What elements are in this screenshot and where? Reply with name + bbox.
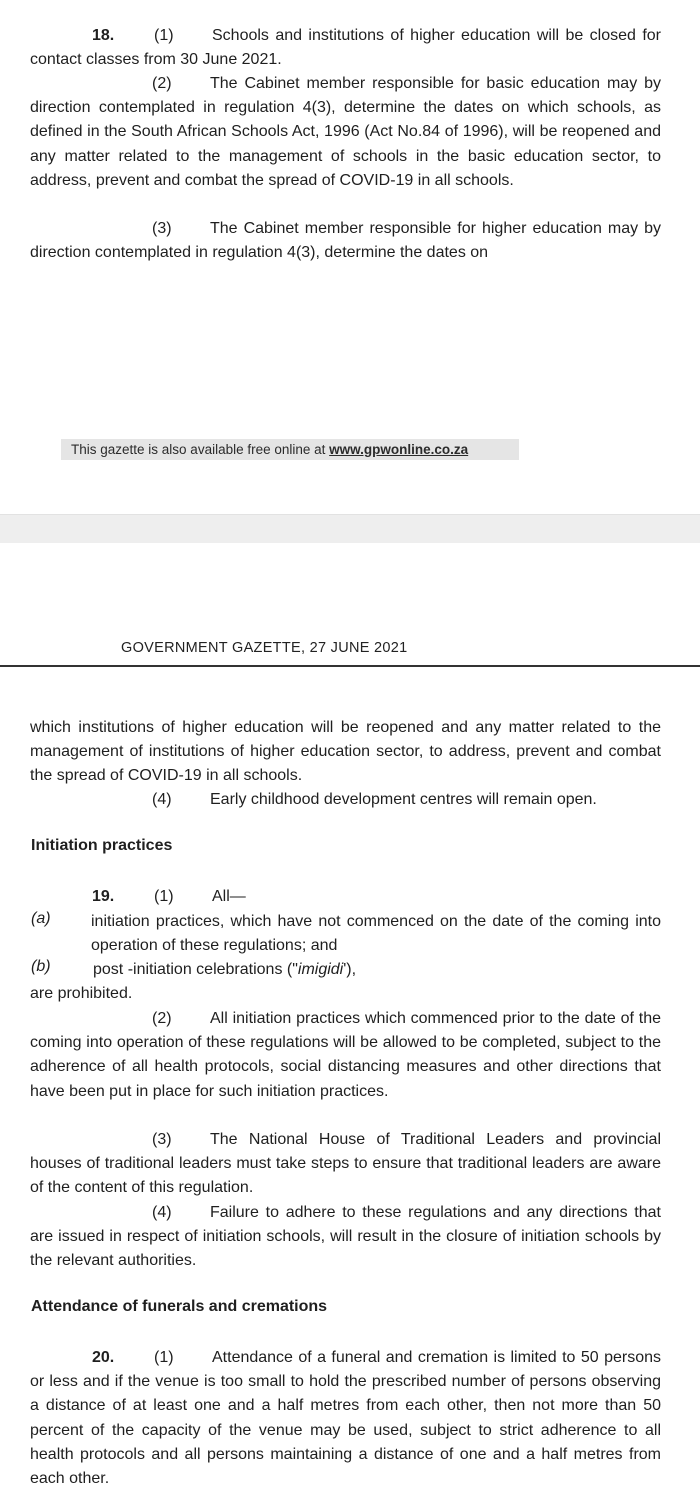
gazette-header: GOVERNMENT GAZETTE, 27 JUNE 2021 <box>121 640 408 656</box>
subregulation-number: (3) <box>152 220 172 237</box>
paragraph-text: The National House of Traditional Leaders and provincial houses of traditional leaders must take steps to ensure that traditional leaders are aware of the content of this regulation. <box>30 1131 661 1197</box>
paragraph-text: All— <box>212 888 246 905</box>
subregulation-number: (2) <box>152 75 172 92</box>
item-label-a: (a) <box>31 910 51 927</box>
item-text: '), <box>343 961 357 978</box>
item-text: initiation practices, which have not commenced on the date of the coming into operation of these regulations; and <box>91 913 661 954</box>
paragraph-text: Schools and institutions of higher education will be closed for contact classes from 30 June 2021. <box>30 27 661 69</box>
paragraph-text: Early childhood development centres will remain open. <box>210 791 597 808</box>
subregulation-number: (4) <box>152 1204 172 1221</box>
regulation-19-2 <box>30 1007 661 1104</box>
regulation-19-1-a <box>91 910 661 958</box>
regulation-18-2 <box>30 72 661 193</box>
footer-link[interactable]: www.gpwonline.co.za <box>329 442 469 457</box>
subregulation-number: (4) <box>152 791 172 808</box>
subregulation-number: (1) <box>154 27 174 44</box>
paragraph-text: which institutions of higher education will be reopened and any matter related to the management of institutions of higher education sector, to address, prevent and combat the spread of COVID-19 in all schools. <box>30 719 661 785</box>
item-label-b: (b) <box>31 958 51 975</box>
paragraph-text: Failure to adhere to these regulations and any directions that are issued in respect of initiation schools, will result in the closure of initiation schools by the relevant authorities. <box>30 1204 661 1270</box>
section-heading-funerals: Attendance of funerals and cremations <box>31 1298 328 1315</box>
regulation-19-3 <box>30 1128 661 1201</box>
page-separator <box>0 514 700 544</box>
item-text-italic: imigidi <box>297 961 344 978</box>
paragraph-text: The Cabinet member responsible for basic education may by direction contemplated in regulation 4(3), determine the dates on which schools, as defined in the South African Schools Act, 1996 (Act No.84 of 1996), will be reopened and any matter related to the management of schools in the basic education sector, to address, prevent and combat the spread of COVID-19 in all schools. <box>30 75 661 189</box>
header-rule <box>0 665 700 667</box>
subregulation-number: (2) <box>152 1010 172 1027</box>
page-2 <box>0 543 700 1488</box>
regulation-number: 19. <box>92 888 115 905</box>
regulation-19-4 <box>30 1201 661 1274</box>
regulation-18-3 <box>30 217 661 265</box>
subregulation-number: (1) <box>154 1349 174 1366</box>
subregulation-number: (1) <box>154 888 174 905</box>
paragraph-text: Attendance of a funeral and cremation is limited to 50 persons or less and if the venue is too small to hold the prescribed number of persons observing a distance of at least one and a half metres from each other, then not more than 50 percent of the capacity of the venue may be used, subject to strict adherence to all health protocols and all persons maintaining a distance of one and a half metres from each other. <box>30 1349 661 1488</box>
regulation-20-1 <box>30 1346 661 1491</box>
regulation-18-1 <box>30 24 661 72</box>
paragraph-text: The Cabinet member responsible for higher education may by direction contemplated in regulation 4(3), determine the dates on <box>30 220 661 262</box>
footer-text: This gazette is also available free online at <box>71 442 330 457</box>
gazette-footer-banner <box>61 439 519 460</box>
subregulation-number: (3) <box>152 1131 172 1148</box>
regulation-19-1-b <box>93 958 661 982</box>
regulation-18-3-continued <box>30 716 661 789</box>
regulation-19-1-closing <box>30 982 661 1006</box>
regulation-number: 20. <box>92 1349 115 1366</box>
section-heading-initiation: Initiation practices <box>31 837 173 854</box>
regulation-18-4 <box>30 788 661 812</box>
page-1 <box>0 0 700 514</box>
item-text: post -initiation celebrations (" <box>93 961 298 978</box>
regulation-19-1 <box>30 885 661 909</box>
paragraph-text: are prohibited. <box>30 985 133 1002</box>
regulation-number: 18. <box>92 27 115 44</box>
paragraph-text: All initiation practices which commenced prior to the date of the coming into operation of these regulations will be allowed to be completed, subject to the adherence of all health protocols, social distancing measures and other directions that have been put in place for such initiation practices. <box>30 1010 661 1100</box>
